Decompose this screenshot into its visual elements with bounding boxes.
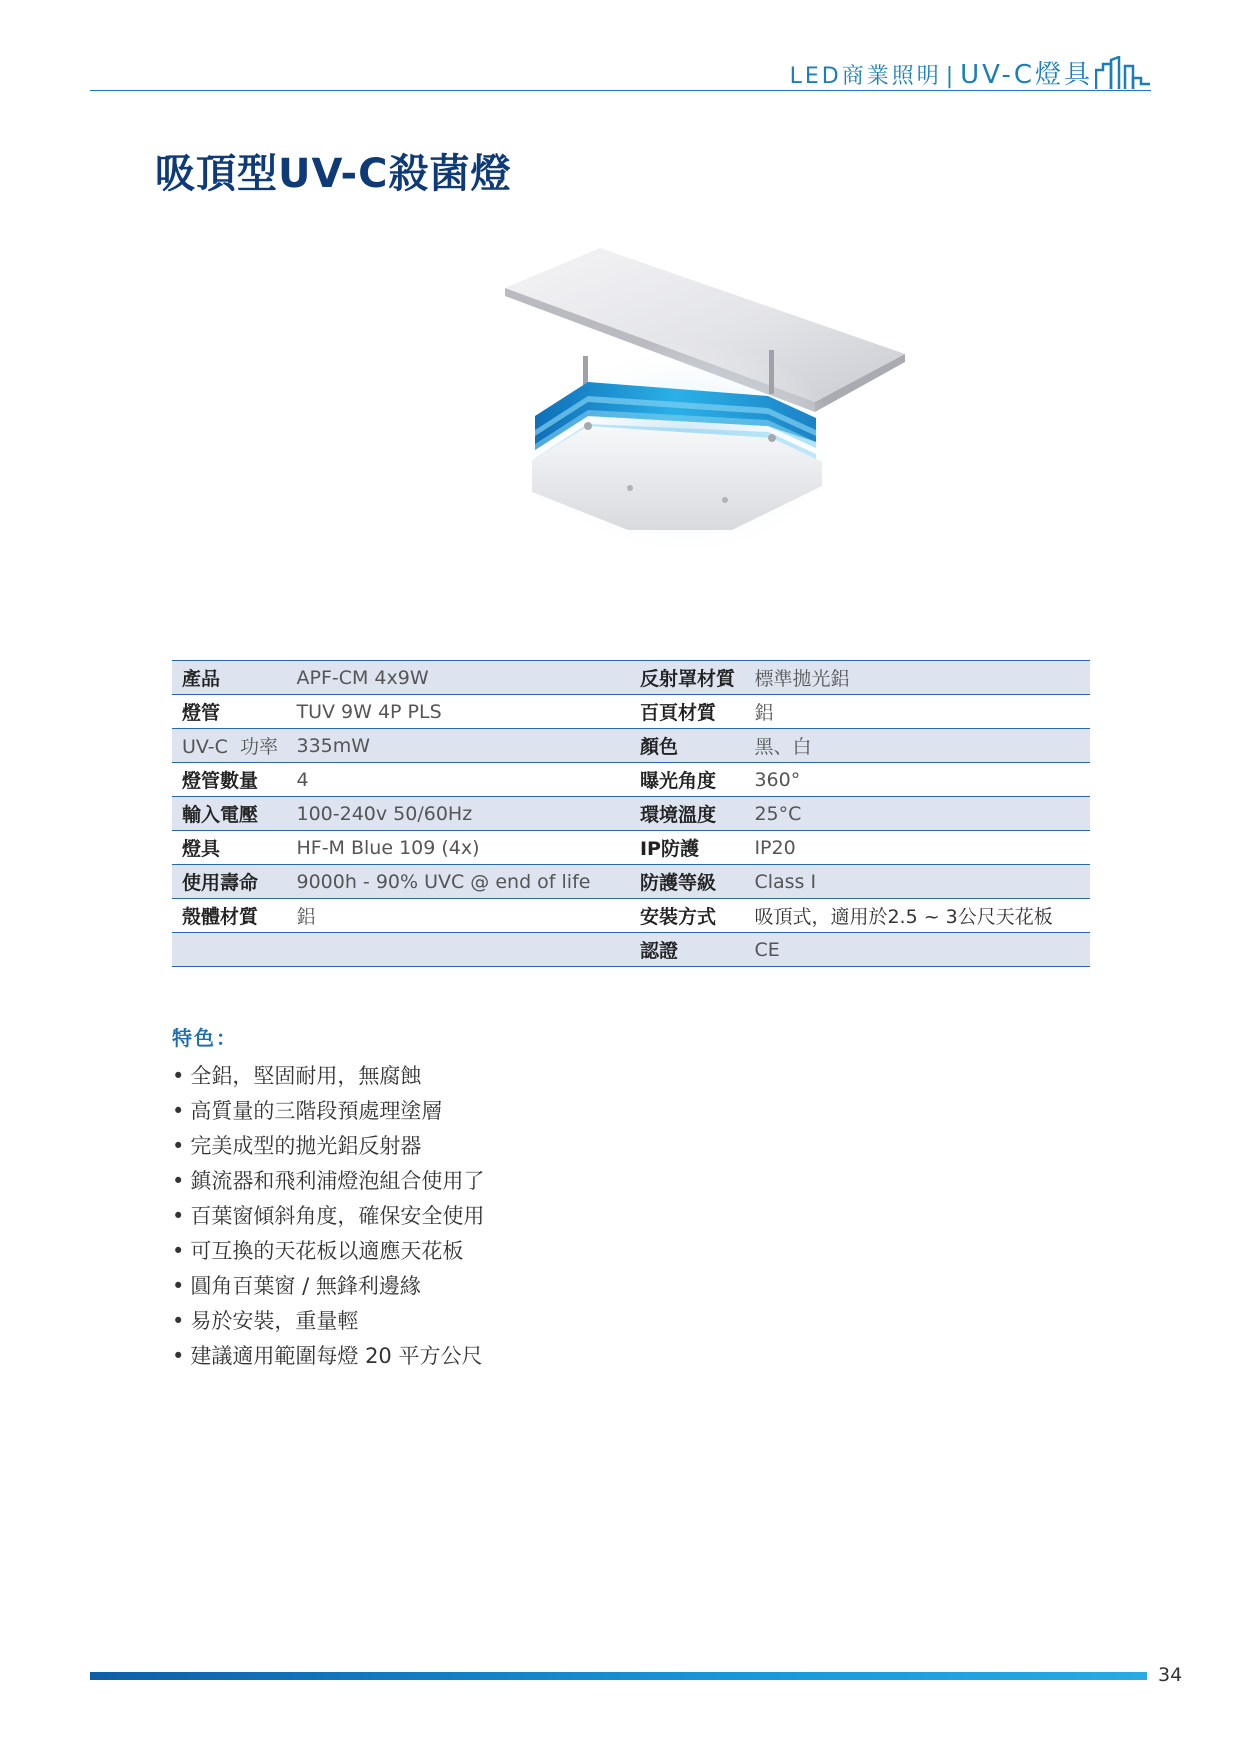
spec-value: 標準拋光鋁 [744,661,1090,695]
features-list [172,1060,484,1375]
list-item: • 建議適用範圍每燈 20 平方公尺 [172,1340,484,1375]
spec-value: 鋁 [286,899,629,933]
spec-value: 鋁 [744,695,1090,729]
spec-label: 百頁材質 [630,695,744,729]
spec-value: 360° [744,763,1090,797]
spec-value: IP20 [744,831,1090,865]
spec-value: Class I [744,865,1090,899]
spec-value: 4 [286,763,629,797]
spec-label: 認證 [630,933,744,967]
spec-value: 黑、白 [744,729,1090,763]
spec-label: 顏色 [630,729,744,763]
list-item: • 全鋁，堅固耐用，無腐蝕 [172,1060,484,1095]
header-separator: | [945,64,957,89]
spec-label: 防護等級 [630,865,744,899]
spec-value: 25°C [744,797,1090,831]
spec-label: 反射罩材質 [630,661,744,695]
header-category: LED商業照明 [789,64,942,89]
table-row [172,899,1090,933]
table-row [172,933,1090,967]
header-section: UV-C燈具 [960,60,1093,90]
list-item: • 完美成型的拋光鋁反射器 [172,1130,484,1165]
header-label [790,54,1093,91]
spec-label: 環境溫度 [630,797,744,831]
table-row [172,797,1090,831]
table-row [172,729,1090,763]
spec-value: 吸頂式，適用於2.5 ~ 3公尺天花板 [744,899,1090,933]
list-item: • 圓角百葉窗 / 無鋒利邊緣 [172,1270,484,1305]
spec-label: IP防護 [630,831,744,865]
table-row [172,865,1090,899]
table-row [172,763,1090,797]
features-title: 特色： [172,1026,238,1050]
list-item: • 鎮流器和飛利浦燈泡組合使用了 [172,1165,484,1200]
spec-value: 9000h - 90% UVC @ end of life [286,865,629,899]
spec-value: 335mW [286,729,629,763]
spec-label: UV-C 功率 [172,729,286,763]
spec-label: 燈具 [172,831,286,865]
spec-value [286,933,629,967]
page-header [90,48,1151,91]
spec-value: CE [744,933,1090,967]
table-row [172,661,1090,695]
spec-value: 100-240v 50/60Hz [286,797,629,831]
spec-label: 輸入電壓 [172,797,286,831]
list-item: • 可互換的天花板以適應天花板 [172,1235,484,1270]
spec-label: 燈管 [172,695,286,729]
city-skyline-icon [1095,56,1151,90]
spec-label [172,933,286,967]
spec-value: TUV 9W 4P PLS [286,695,629,729]
spec-label: 曝光角度 [630,763,744,797]
spec-label: 殼體材質 [172,899,286,933]
spec-label: 燈管數量 [172,763,286,797]
ceiling-uvc-lamp-illustration [420,230,950,610]
table-row [172,831,1090,865]
spec-value: HF-M Blue 109 (4x) [286,831,629,865]
list-item: • 高質量的三階段預處理塗層 [172,1095,484,1130]
list-item: • 百葉窗傾斜角度，確保安全使用 [172,1200,484,1235]
table-row [172,695,1090,729]
spec-value: APF-CM 4x9W [286,661,629,695]
spec-label: 產品 [172,661,286,695]
spec-table [172,660,1090,967]
spec-label: 使用壽命 [172,865,286,899]
spec-table-body [172,661,1090,967]
list-item: • 易於安裝，重量輕 [172,1305,484,1340]
page-number: 34 [1158,1664,1183,1686]
page-title: 吸頂型UV-C殺菌燈 [155,151,512,197]
footer-bar [90,1672,1147,1680]
spec-label: 安裝方式 [630,899,744,933]
